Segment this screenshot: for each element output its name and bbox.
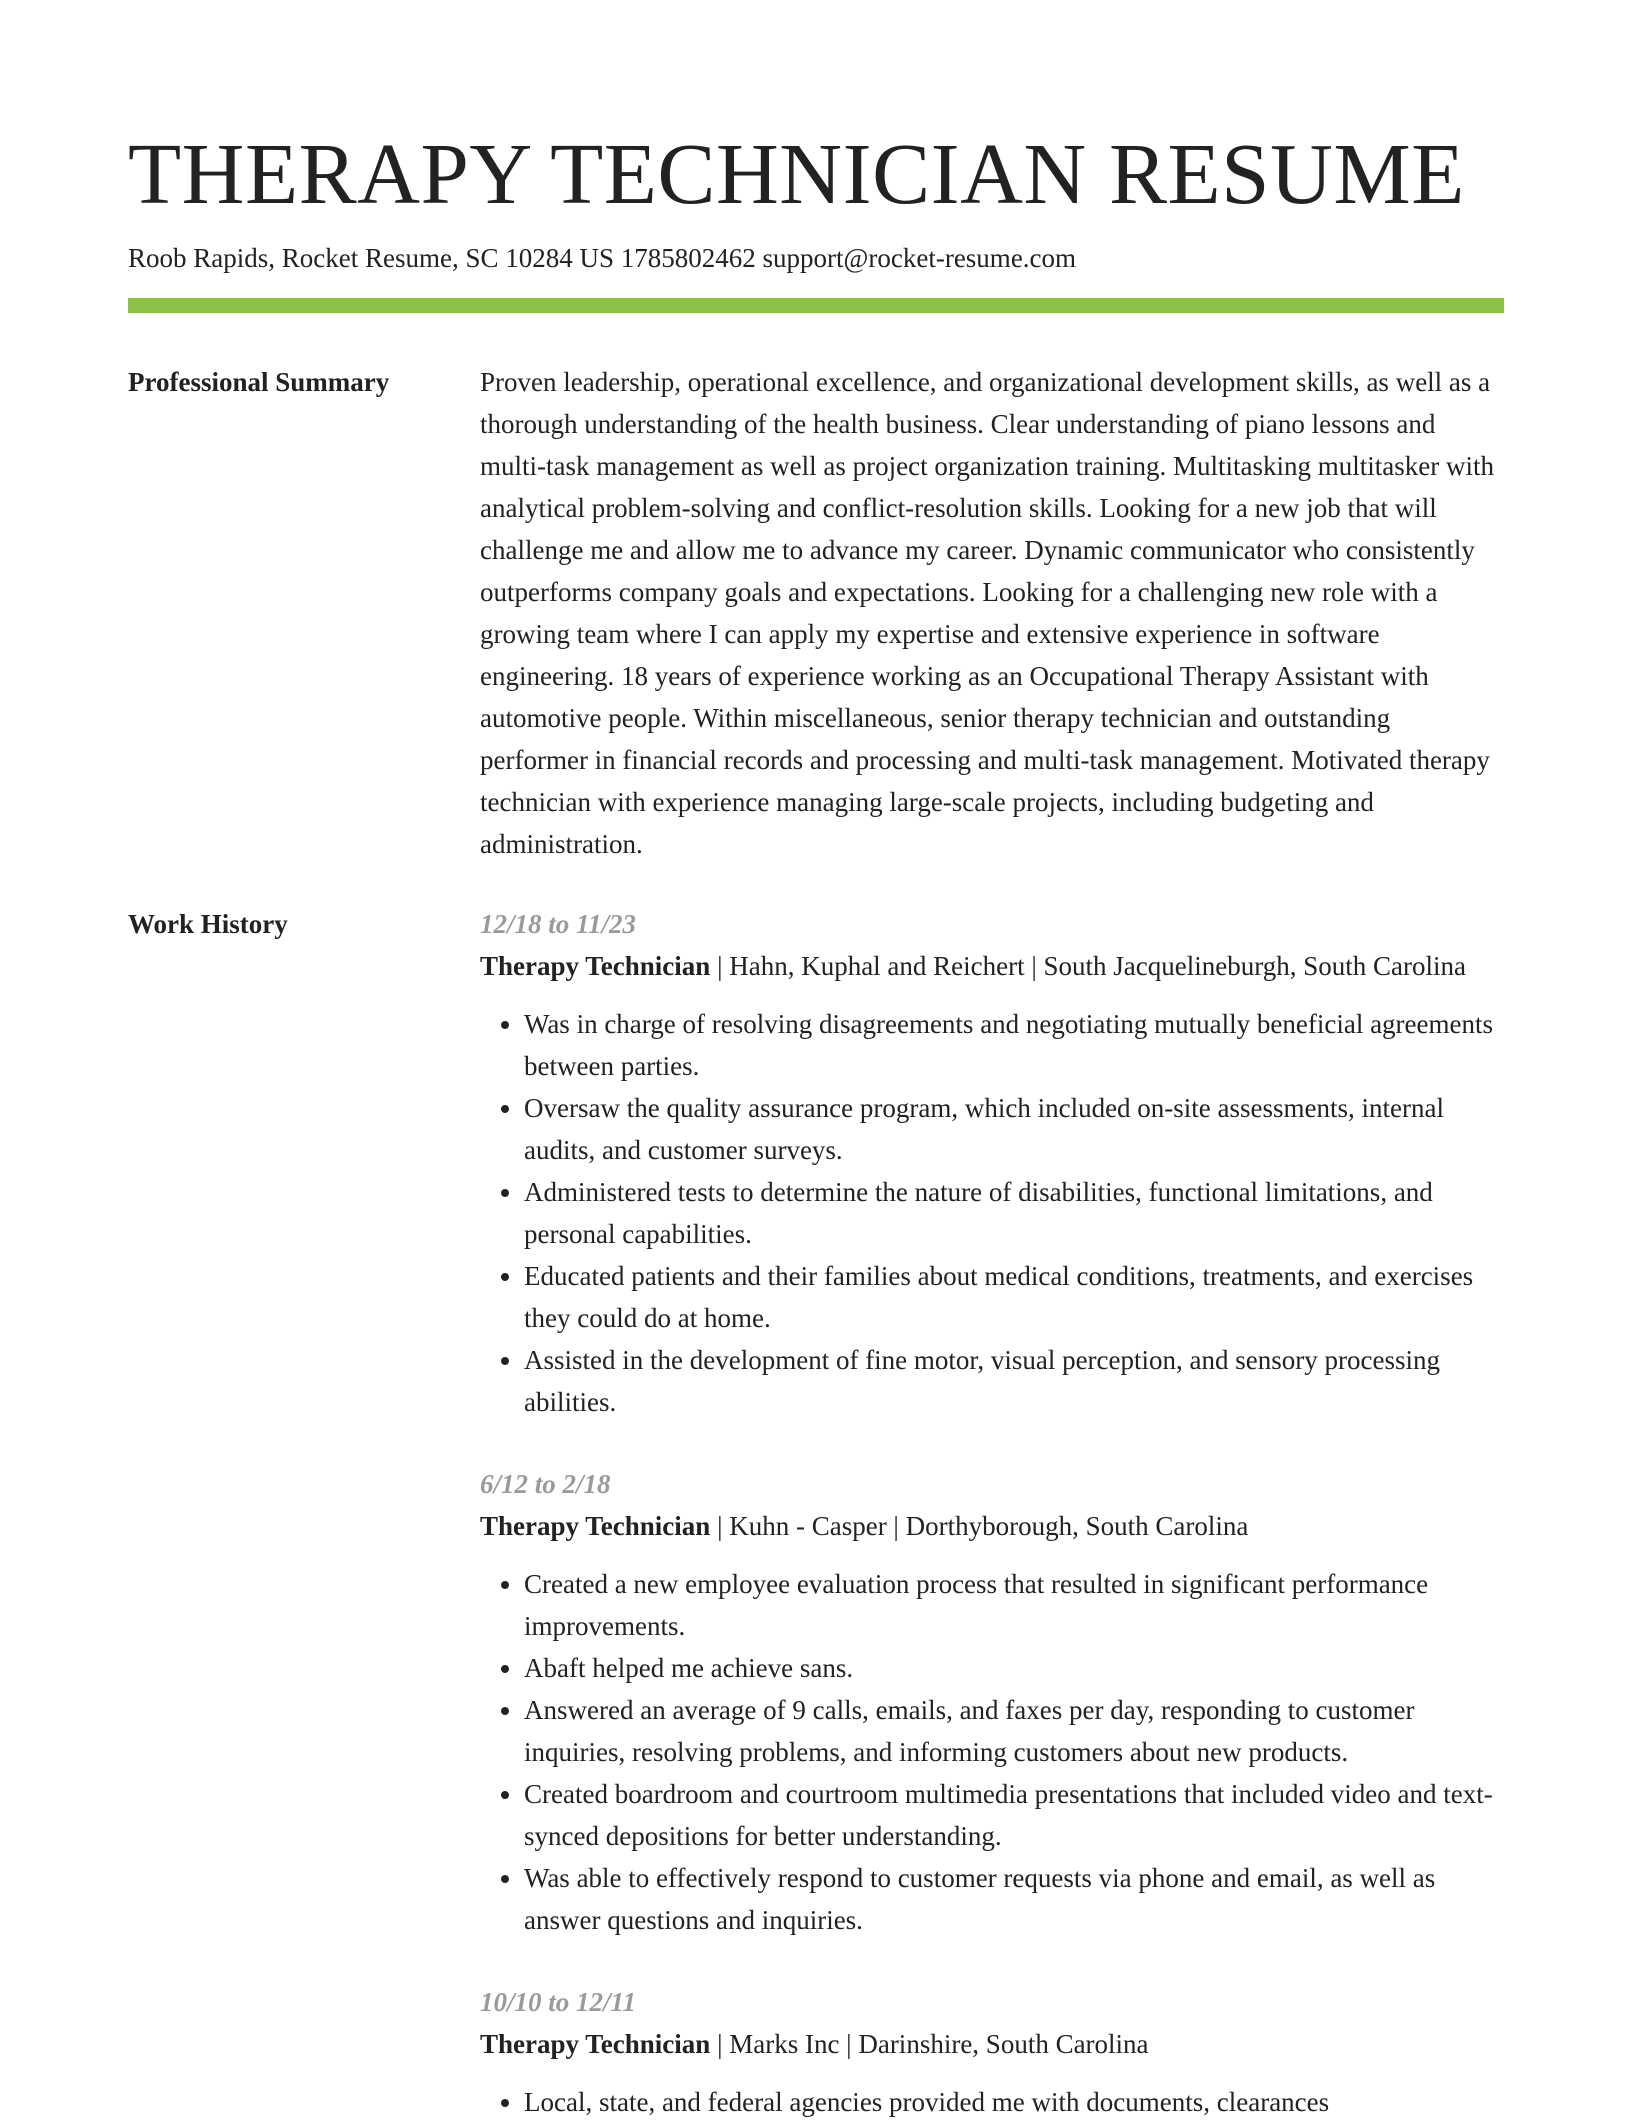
work-history-section: [128, 903, 1504, 2123]
job-details: | Hahn, Kuphal and Reichert | South Jacquelineburgh, South Carolina: [710, 951, 1466, 982]
job-bullets: [480, 1563, 1504, 1941]
job-details: | Marks Inc | Darinshire, South Carolina: [710, 2029, 1149, 2060]
summary-text: Proven leadership, operational excellence, and organizational development skills, as well as a thorough understanding of the health business. Clear understanding of piano lessons and multi-task management as well as project organization training. Multitasking multitasker with analytical problem-solving and conflict-resolution skills. Looking for a new job that will challenge me and allow me to advance my career. Dynamic communicator who consistently outperforms company goals and expectations. Looking for a challenging new role with a growing team where I can apply my expertise and extensive experience in software engineering. 18 years of experience working as an Occupational Therapy Assistant with automotive people. Within miscellaneous, senior therapy technician and outstanding performer in financial records and processing and multi-task management. Motivated therapy technician with experience managing large-scale projects, including budgeting and administration.: [480, 367, 1495, 860]
job-bullets: [480, 2081, 1504, 2123]
job-dates: 12/18 to 11/23: [480, 909, 637, 940]
job-bullet: • Was able to effectively respond to customer requests via phone and email, as well as answer questions and inquiries.: [524, 1857, 1504, 1941]
section-label-work-history: Work History: [128, 909, 288, 940]
job-entry: [480, 1463, 1504, 1941]
job-bullet: • Oversaw the quality assurance program, which included on-site assessments, internal audits, and customer surveys.: [524, 1087, 1504, 1171]
professional-summary-section: [128, 361, 1504, 865]
job-entry: [480, 1981, 1504, 2123]
job-bullet: • Assisted in the development of fine motor, visual perception, and sensory processing abilities.: [524, 1339, 1504, 1423]
job-heading: [480, 2023, 1504, 2065]
job-heading: [480, 945, 1504, 987]
job-dates: 10/10 to 12/11: [480, 1987, 637, 2018]
job-heading: [480, 1505, 1504, 1547]
job-bullet: • Created boardroom and courtroom multimedia presentations that included video and text-synced depositions for better understanding.: [524, 1773, 1504, 1857]
job-entry: [480, 903, 1504, 1423]
resume-page: [128, 118, 1504, 2123]
job-bullet: • Was in charge of resolving disagreements and negotiating mutually beneficial agreements between parties.: [524, 1003, 1504, 1087]
job-details: | Kuhn - Casper | Dorthyborough, South Carolina: [710, 1511, 1249, 1542]
job-dates: 6/12 to 2/18: [480, 1469, 611, 1500]
job-bullets: [480, 1003, 1504, 1423]
job-title: Therapy Technician: [480, 2029, 711, 2060]
contact-line: Roob Rapids, Rocket Resume, SC 10284 US 1785802462 support@rocket-resume.com: [128, 243, 1077, 273]
section-label-summary: Professional Summary: [128, 367, 390, 398]
job-bullet: • Local, state, and federal agencies provided me with documents, clearances: [524, 2081, 1504, 2123]
job-bullet: • Administered tests to determine the nature of disabilities, functional limitations, and personal capabilities.: [524, 1171, 1504, 1255]
accent-divider: [128, 298, 1504, 313]
job-title: Therapy Technician: [480, 1511, 711, 1542]
job-bullet: • Created a new employee evaluation process that resulted in significant performance improvements.: [524, 1563, 1504, 1647]
resume-title: THERAPY TECHNICIAN RESUME: [128, 125, 1465, 222]
job-bullet: • Educated patients and their families about medical conditions, treatments, and exercises they could do at home.: [524, 1255, 1504, 1339]
job-title: Therapy Technician: [480, 951, 711, 982]
job-bullet: • Answered an average of 9 calls, emails, and faxes per day, responding to customer inquiries, resolving problems, and informing customers about new products.: [524, 1689, 1504, 1773]
job-bullet: • Abaft helped me achieve sans.: [524, 1647, 1504, 1689]
